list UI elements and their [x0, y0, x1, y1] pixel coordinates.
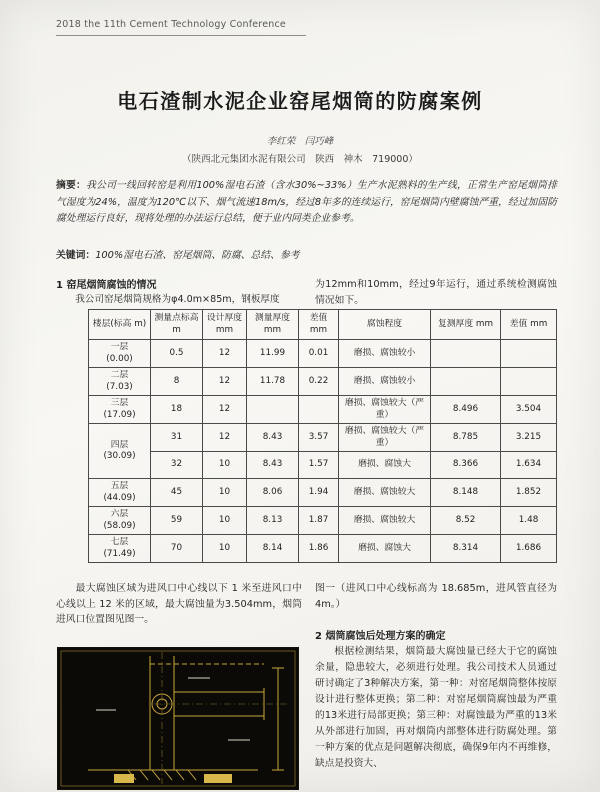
table-cell: 8.785 [431, 424, 501, 452]
table-cell: 12 [203, 340, 247, 368]
keywords [56, 247, 557, 261]
floor-elev: (44.09) [103, 492, 136, 503]
col-header-design: 设计厚度 mm [203, 310, 247, 340]
table-cell: 1.634 [501, 452, 557, 479]
table-cell: 磨损、腐蚀较大（严重） [339, 396, 431, 424]
floor-name: 二层 [110, 370, 129, 380]
table-header-row [89, 310, 557, 340]
figure-caption: 图一（进风口中心线标高为 18.685m，进风管直径为 4m。） [315, 583, 557, 610]
table-cell: 11.99 [247, 340, 299, 368]
after-table-paragraph: 最大腐蚀区域为进风口中心线以下 1 米至进风口中心线以上 12 米的区域，最大腐蚀量为3.504mm，烟筒进风口位置图见图一。 [56, 583, 302, 625]
table-cell-floor [89, 535, 151, 563]
table-cell: 45 [151, 479, 203, 507]
col-header-point: 测量点标高 m [151, 310, 203, 340]
table-cell: 12 [203, 396, 247, 424]
table-row [89, 452, 557, 479]
table-cell: 8 [151, 368, 203, 396]
table-cell: 10 [203, 535, 247, 563]
table-cell-floor [89, 507, 151, 535]
keywords-label: 关键词： [56, 250, 96, 261]
table-cell: 10 [203, 452, 247, 479]
floor-elev: (71.49) [103, 548, 136, 559]
table-cell-floor [89, 479, 151, 507]
table-cell: 磨损、腐蚀大 [339, 535, 431, 563]
table-cell: 8.13 [247, 507, 299, 535]
table-cell: 0.22 [299, 368, 339, 396]
table-cell: 0.5 [151, 340, 203, 368]
table-cell: 1.87 [299, 507, 339, 535]
floor-elev: (17.09) [103, 409, 136, 420]
table-cell [299, 396, 339, 424]
table-cell: 磨损、腐蚀较小 [339, 368, 431, 396]
figure-chimney-inlet-drawing [58, 648, 298, 789]
table-cell: 18 [151, 396, 203, 424]
floor-name: 五层 [110, 481, 129, 491]
col-header-measured: 测量厚度 mm [247, 310, 299, 340]
table-cell: 70 [151, 535, 203, 563]
abstract [56, 178, 557, 228]
section2-heading: 2 烟筒腐蚀后处理方案的确定 [315, 631, 446, 642]
table-cell: 1.94 [299, 479, 339, 507]
floor-elev: (30.09) [103, 451, 136, 461]
table-row [89, 479, 557, 507]
floor-elev: (0.00) [106, 353, 133, 364]
section1-heading: 1 窑尾烟筒腐蚀的情况 [56, 280, 157, 291]
table-cell: 12 [203, 368, 247, 396]
keywords-text: 100%湿电石渣、窑尾烟筒、防腐、总结、参考 [95, 250, 300, 261]
col-header-floor: 楼层(标高 m) [89, 310, 151, 340]
table-cell-floor [89, 340, 151, 368]
section1-intro-right: 为12mm和10mm，经过9年运行，通过系统检测腐蚀情况如下。 [315, 279, 557, 306]
table-cell: 1.48 [501, 507, 557, 535]
table-cell: 1.57 [299, 452, 339, 479]
table-cell [501, 368, 557, 396]
conference-header: 2018 the 11th Cement Technology Conference [56, 19, 286, 30]
table-cell: 8.43 [247, 452, 299, 479]
table-cell: 10 [203, 479, 247, 507]
floor-name: 一层 [110, 342, 129, 352]
table-row [89, 396, 557, 424]
header-divider [56, 35, 306, 36]
table-cell: 8.314 [431, 535, 501, 563]
table-cell-floor [89, 368, 151, 396]
table-cell: 8.148 [431, 479, 501, 507]
floor-name: 四层 [110, 439, 129, 450]
table-cell: 59 [151, 507, 203, 535]
table-row [89, 368, 557, 396]
table-cell [431, 340, 501, 368]
table-cell: 1.852 [501, 479, 557, 507]
table-cell: 1.686 [501, 535, 557, 563]
table-cell [501, 340, 557, 368]
section1-intro-left: 我公司窑尾烟筒规格为φ4.0m×85m，钢板厚度 [75, 294, 280, 305]
table-cell: 磨损、腐蚀较大（严重） [339, 424, 431, 452]
table-cell: 8.366 [431, 452, 501, 479]
table-cell: 0.01 [299, 340, 339, 368]
table-cell-floor [89, 424, 151, 479]
table-cell: 3.57 [299, 424, 339, 452]
table-cell: 32 [151, 452, 203, 479]
col-header-remeasured: 复测厚度 mm [431, 310, 501, 340]
corrosion-measurement-table [88, 309, 557, 563]
table-cell: 3.215 [501, 424, 557, 452]
floor-name: 七层 [110, 537, 129, 547]
table-cell-floor [89, 396, 151, 424]
table-cell: 8.43 [247, 424, 299, 452]
table-row [89, 340, 557, 368]
abstract-text: 我公司一线回转窑是利用100%湿电石渣（含水30%~33%）生产水泥熟料的生产线，正常生产窑尾烟筒排气湿度为24%，温度为120℃以下、烟气流速18m/s，经过8年多的连续运行，窑尾烟筒内壁腐蚀严重，经过加固防腐处理运行良好，现将处理的办法运行总结，便于业内同类企业参考。 [56, 180, 557, 224]
abstract-label: 摘要： [56, 180, 87, 191]
floor-name: 三层 [110, 398, 129, 408]
table-cell: 8.06 [247, 479, 299, 507]
table-cell [247, 396, 299, 424]
table-cell: 磨损、腐蚀较小 [339, 340, 431, 368]
table-row [89, 507, 557, 535]
table-cell: 31 [151, 424, 203, 452]
table-cell: 3.504 [501, 396, 557, 424]
section2-body: 根据检测结果，烟筒最大腐蚀量已经大于它的腐蚀余量，隐患较大，必须进行处理。我公司技术人员通过研讨确定了3种解决方案，第一种：对窑尾烟筒整体按原设计进行整体更换；第二种：对窑尾烟筒腐蚀最为严重的13米进行局部更换；第三种：对腐蚀最为严重的13米从外部进行加固，再对烟筒内部整体进行防腐处理。第一种方案的优点是问题解决彻底，确保9年内不再维修，缺点是投资大、 [315, 646, 557, 769]
affiliation: （陕西北元集团水泥有限公司 陕西 神木 719000） [182, 154, 418, 165]
floor-elev: (7.03) [106, 381, 133, 392]
table-cell: 11.78 [247, 368, 299, 396]
table-cell: 磨损、腐蚀较大 [339, 507, 431, 535]
table-cell: 1.86 [299, 535, 339, 563]
table-cell: 8.496 [431, 396, 501, 424]
col-header-diff1: 差值 mm [299, 310, 339, 340]
table-cell: 8.14 [247, 535, 299, 563]
chimney-inlet-drawing-svg [58, 648, 298, 789]
table-cell: 12 [203, 424, 247, 452]
floor-name: 六层 [110, 509, 129, 519]
table-cell: 8.52 [431, 507, 501, 535]
table-row [89, 535, 557, 563]
authors: 李红荣 闫巧峰 [266, 136, 334, 147]
table-cell: 10 [203, 507, 247, 535]
col-header-diff2: 差值 mm [501, 310, 557, 340]
table-row [89, 424, 557, 452]
table-cell: 磨损、腐蚀大 [339, 452, 431, 479]
col-header-degree: 腐蚀程度 [339, 310, 431, 340]
paper-title: 电石渣制水泥企业窑尾烟筒的防腐案例 [117, 89, 483, 113]
table-cell [431, 368, 501, 396]
floor-elev: (58.09) [103, 520, 136, 531]
table-cell: 磨损、腐蚀较大 [339, 479, 431, 507]
